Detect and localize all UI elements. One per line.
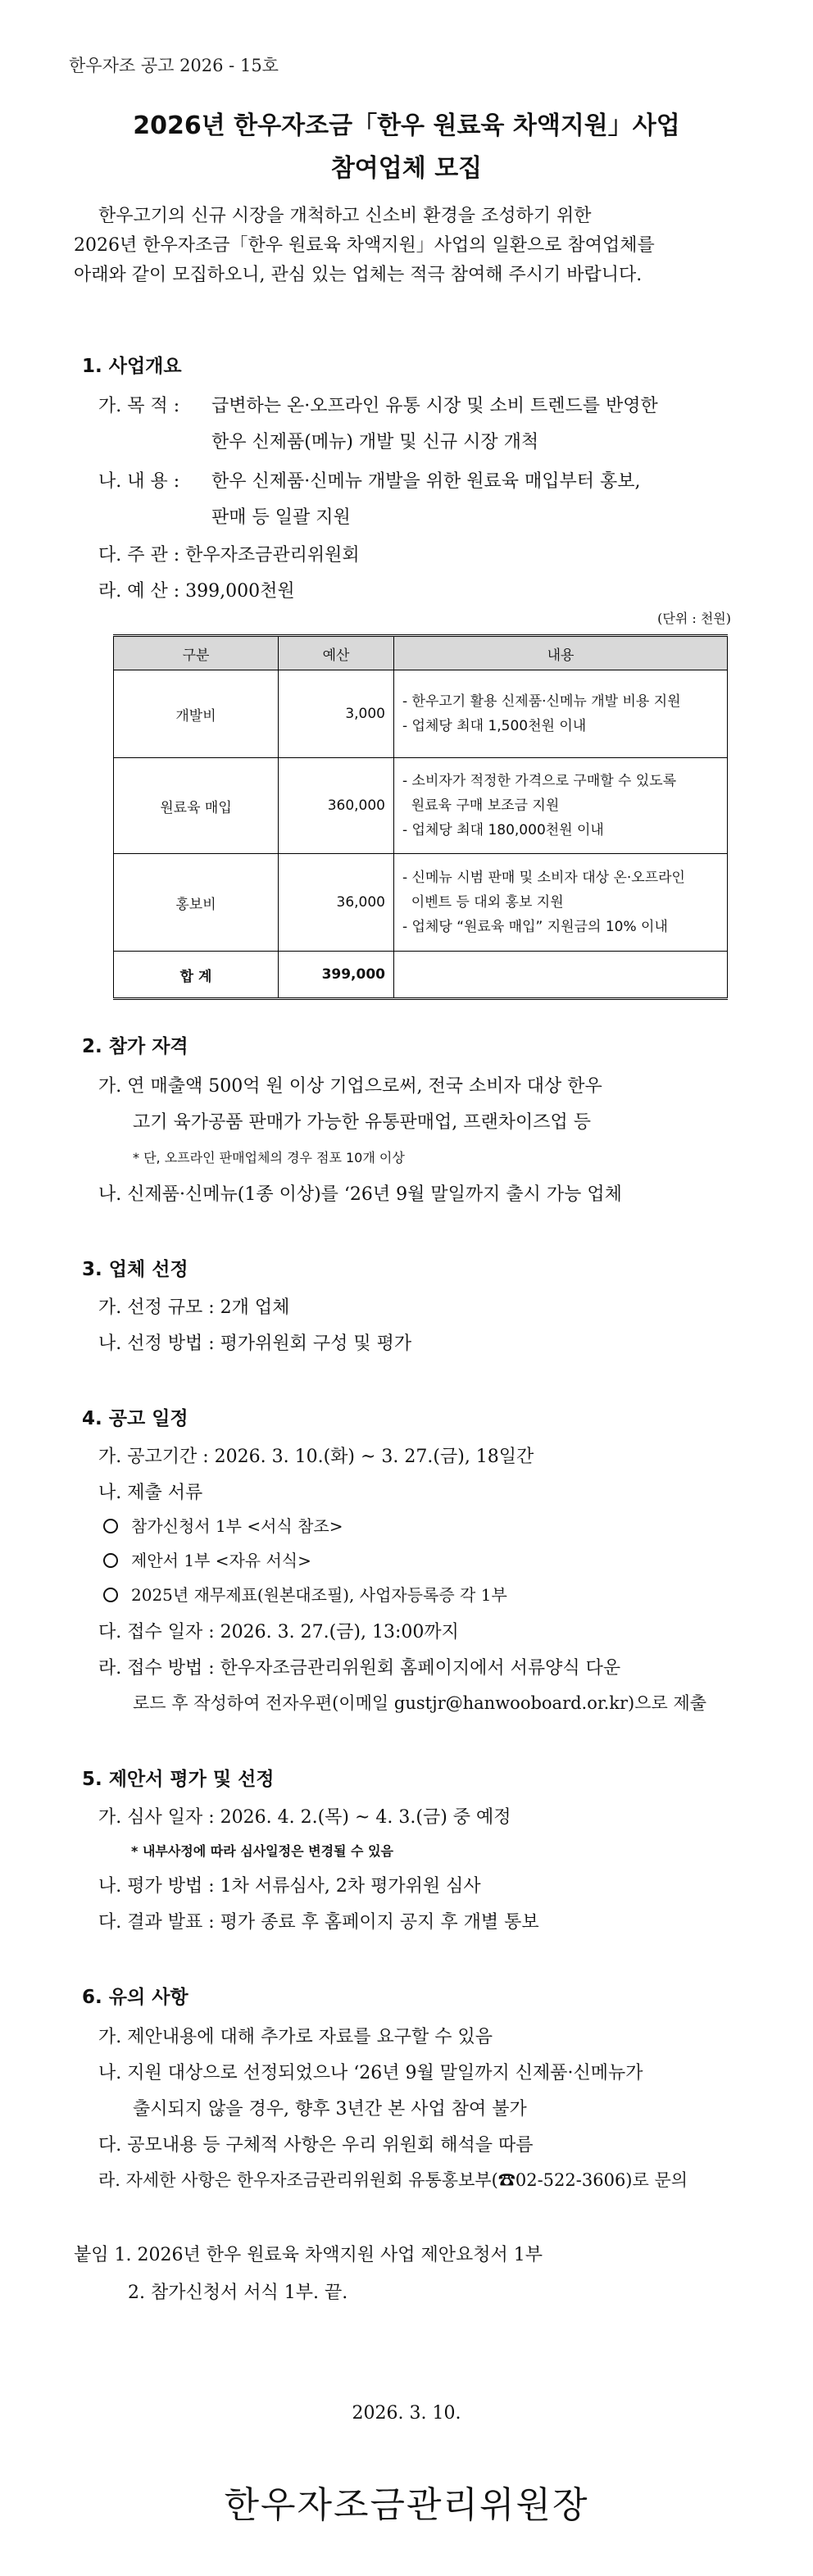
selection-scale: 가. 선정 규모 : 2개 업체: [98, 1297, 290, 1318]
submission-doc-1-text: 참가신청서 1부 <서식 참조>: [131, 1516, 343, 1536]
receipt-date: 다. 접수 일자 : 2026. 3. 27.(금), 13:00까지: [98, 1622, 459, 1642]
intro-line-3: 아래와 같이 모집하오니, 관심 있는 업체는 적극 참여해 주시기 바랍니다.: [74, 265, 643, 285]
attachment-2: 2. 참가신청서 서식 1부. 끝.: [128, 2283, 348, 2303]
row-content-line: - 신메뉴 시범 판매 및 소비자 대상 온·오프라인: [402, 870, 685, 886]
circle-bullet-icon: [103, 1519, 118, 1533]
section-2-heading: 2. 참가 자격: [82, 1036, 188, 1057]
purpose-label: 가. 목 적 :: [98, 396, 180, 416]
selection-method: 나. 선정 방법 : 평가위원회 구성 및 평가: [98, 1333, 412, 1354]
host-line: 다. 주 관 : 한우자조금관리위원회: [98, 545, 360, 566]
row-amount: 36,000: [279, 854, 394, 952]
document-number: 한우자조 공고 2026 - 15호: [69, 56, 279, 75]
row-content-line: - 업체당 최대 1,500천원 이내: [402, 718, 587, 734]
caution-b-line-1: 나. 지원 대상으로 선정되었으나 ‘26년 9월 말일까지 신제품·신메뉴가: [98, 2063, 643, 2083]
purpose-line-1: 급변하는 온·오프라인 유통 시장 및 소비 트렌드를 반영한: [211, 396, 658, 416]
row-amount: 360,000: [279, 758, 394, 854]
intro-line-2: 2026년 한우자조금「한우 원료육 차액지원」사업의 일환으로 참여업체를: [74, 235, 655, 256]
title-line-1: 2026년 한우자조금「한우 원료육 차액지원」사업: [133, 111, 680, 140]
circle-bullet-icon: [103, 1588, 118, 1602]
row-content: [394, 854, 728, 952]
caution-b-line-2: 출시되지 않을 경우, 향후 3년간 본 사업 참여 불가: [133, 2099, 527, 2119]
total-label: 합 계: [114, 952, 279, 999]
submission-doc-1: [103, 1513, 343, 1537]
row-content-line: 원료육 구매 보조금 지원: [402, 797, 560, 814]
header-budget: 예산: [279, 636, 394, 670]
caution-a: 가. 제안내용에 대해 추가로 자료를 요구할 수 있음: [98, 2027, 493, 2047]
eligibility-a-line-2: 고기 육가공품 판매가 가능한 유통판매업, 프랜차이즈업 등: [133, 1112, 592, 1133]
row-content: [394, 670, 728, 758]
section-6-heading: 6. 유의 사항: [82, 1987, 188, 2008]
row-category: 홍보비: [114, 854, 279, 952]
budget-line: 라. 예 산 : 399,000천원: [98, 581, 295, 602]
table-total-row: [114, 952, 728, 999]
caution-d: 라. 자세한 사항은 한우자조금관리위원회 유통홍보부(☎02-522-3606)로 문의: [98, 2170, 688, 2190]
title-line-2: 참여업체 모집: [330, 154, 483, 183]
row-category: 원료육 매입: [114, 758, 279, 854]
review-date: 가. 심사 일자 : 2026. 4. 2.(목) ~ 4. 3.(금) 중 예정: [98, 1807, 511, 1828]
submission-doc-2-text: 제안서 1부 <자유 서식>: [131, 1551, 311, 1570]
section-5-heading: 5. 제안서 평가 및 선정: [82, 1769, 275, 1790]
section-4-heading: 4. 공고 일정: [82, 1408, 188, 1429]
row-amount: 3,000: [279, 670, 394, 758]
intro-line-1: 한우고기의 신규 시장을 개척하고 신소비 환경을 조성하기 위한: [98, 206, 592, 226]
table-row: [114, 758, 728, 854]
submission-doc-3-text: 2025년 재무제표(원본대조필), 사업자등록증 각 1부: [131, 1585, 507, 1605]
circle-bullet-icon: [103, 1553, 118, 1568]
eligibility-a-line-1: 가. 연 매출액 500억 원 이상 기업으로써, 전국 소비자 대상 한우: [98, 1076, 602, 1097]
notice-period: 가. 공고기간 : 2026. 3. 10.(화) ~ 3. 27.(금), 18일간: [98, 1447, 534, 1467]
receipt-method-line-1: 라. 접수 방법 : 한우자조금관리위원회 홈페이지에서 서류양식 다운: [98, 1658, 621, 1679]
issue-date: 2026. 3. 10.: [352, 2403, 461, 2424]
budget-table: [113, 634, 728, 1000]
intro-paragraph: [74, 202, 746, 290]
header-content: 내용: [394, 636, 728, 670]
eligibility-b: 나. 신제품·신메뉴(1종 이상)를 ‘26년 9월 말일까지 출시 가능 업체: [98, 1184, 622, 1205]
row-content-line: 이벤트 등 대외 홍보 지원: [402, 894, 564, 911]
table-row: [114, 670, 728, 758]
table-unit-label: (단위 : 천원): [657, 611, 731, 626]
row-content: [394, 758, 728, 854]
table-row: [114, 854, 728, 952]
caution-c: 다. 공모내용 등 구체적 사항은 우리 위원회 해석을 따름: [98, 2135, 534, 2156]
review-note: * 내부사정에 따라 심사일정은 변경될 수 있음: [131, 1843, 393, 1859]
total-content: [394, 952, 728, 999]
row-content-line: - 한우고기 활용 신제품·신메뉴 개발 비용 지원: [402, 693, 681, 710]
submission-doc-2: [103, 1547, 311, 1571]
section-1-heading: 1. 사업개요: [82, 356, 182, 377]
receipt-method-line-2: 로드 후 작성하여 전자우편(이메일 gustjr@hanwooboard.or.kr)으로 제출: [133, 1693, 707, 1713]
submission-doc-3: [103, 1582, 507, 1606]
row-category: 개발비: [114, 670, 279, 758]
row-content-line: - 업체당 “원료육 매입” 지원금의 10% 이내: [402, 919, 668, 935]
header-category: 구분: [114, 636, 279, 670]
attachment-1: 붙임 1. 2026년 한우 원료육 차액지원 사업 제안요청서 1부: [74, 2245, 543, 2265]
section-3-heading: 3. 업체 선정: [82, 1259, 188, 1280]
result-announcement: 다. 결과 발표 : 평가 종료 후 홈페이지 공지 후 개별 통보: [98, 1912, 539, 1933]
signer-name: 한우자조금관리위원장: [224, 2484, 589, 2526]
table-header-row: [114, 636, 728, 670]
content-line-2: 판매 등 일괄 지원: [211, 507, 351, 528]
content-label: 나. 내 용 :: [98, 471, 180, 492]
content-line-1: 한우 신제품·신메뉴 개발을 위한 원료육 매입부터 홍보,: [211, 471, 641, 492]
row-content-line: - 업체당 최대 180,000천원 이내: [402, 822, 604, 838]
purpose-line-2: 한우 신제품(메뉴) 개발 및 신규 시장 개척: [211, 432, 539, 452]
row-content-line: - 소비자가 적정한 가격으로 구매할 수 있도록: [402, 773, 677, 789]
review-method: 나. 평가 방법 : 1차 서류심사, 2차 평가위원 심사: [98, 1876, 481, 1897]
eligibility-note: * 단, 오프라인 판매업체의 경우 점포 10개 이상: [133, 1150, 405, 1165]
total-amount: 399,000: [279, 952, 394, 999]
submission-docs-label: 나. 제출 서류: [98, 1483, 203, 1503]
